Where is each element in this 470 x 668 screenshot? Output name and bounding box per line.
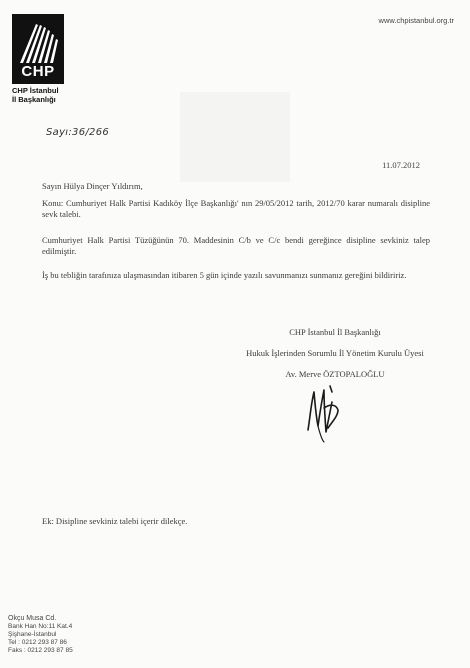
org-name-line2: İl Başkanlığı bbox=[12, 95, 56, 104]
logo-text: CHP bbox=[21, 63, 55, 80]
body-paragraph-1: Cumhuriyet Halk Partisi Tüzüğünün 70. Maddesinin C/b ve C/c bendi gereğince disipline sevkiniz talep edilmiştir. bbox=[42, 235, 430, 256]
handwritten-signature bbox=[302, 382, 342, 444]
signatory-title: Hukuk İşlerinden Sorumlu İl Yönetim Kurulu Üyesi bbox=[246, 348, 424, 358]
signatory-organization: CHP İstanbul İl Başkanlığı bbox=[289, 327, 381, 337]
signatory-name: Av. Merve ÖZTOPALOĞLU bbox=[285, 369, 385, 379]
footer-line-1: Okçu Musa Cd. bbox=[8, 615, 57, 622]
org-name-line1: CHP İstanbul bbox=[12, 86, 59, 95]
footer-line-3: Şişhane-İstanbul bbox=[8, 631, 57, 638]
body-paragraph-2: İş bu tebliğin tarafınıza ulaşmasından itibaren 5 gün içinde yazılı savunmanızı sunmanız gereğini bildiririz. bbox=[42, 270, 407, 280]
footer-fax: Faks : 0212 293 87 85 bbox=[8, 647, 73, 654]
reference-number: Sayı:36/266 bbox=[46, 127, 110, 138]
footer-line-2: Bank Han No:11 Kat.4 bbox=[8, 623, 73, 630]
salutation: Sayın Hülya Dinçer Yıldırım, bbox=[42, 181, 143, 191]
footer-phone: Tel : 0212 293 87 86 bbox=[8, 639, 67, 646]
six-arrows-icon bbox=[15, 17, 61, 65]
footer-address bbox=[8, 615, 73, 655]
letter-date: 11.07.2012 bbox=[382, 160, 420, 170]
website-url: www.chpistanbul.org.tr bbox=[378, 16, 454, 25]
faded-watermark bbox=[180, 92, 290, 182]
attachment-note: Ek: Disipline sevkiniz talebi içerir dilekçe. bbox=[42, 516, 188, 526]
subject-line: Konu: Cumhuriyet Halk Partisi Kadıköy İlçe Başkanlığı' nın 29/05/2012 tarih, 2012/70 karar numaralı disipline sevk talebi. bbox=[42, 198, 430, 219]
org-name bbox=[12, 86, 59, 104]
chp-logo bbox=[12, 14, 64, 84]
